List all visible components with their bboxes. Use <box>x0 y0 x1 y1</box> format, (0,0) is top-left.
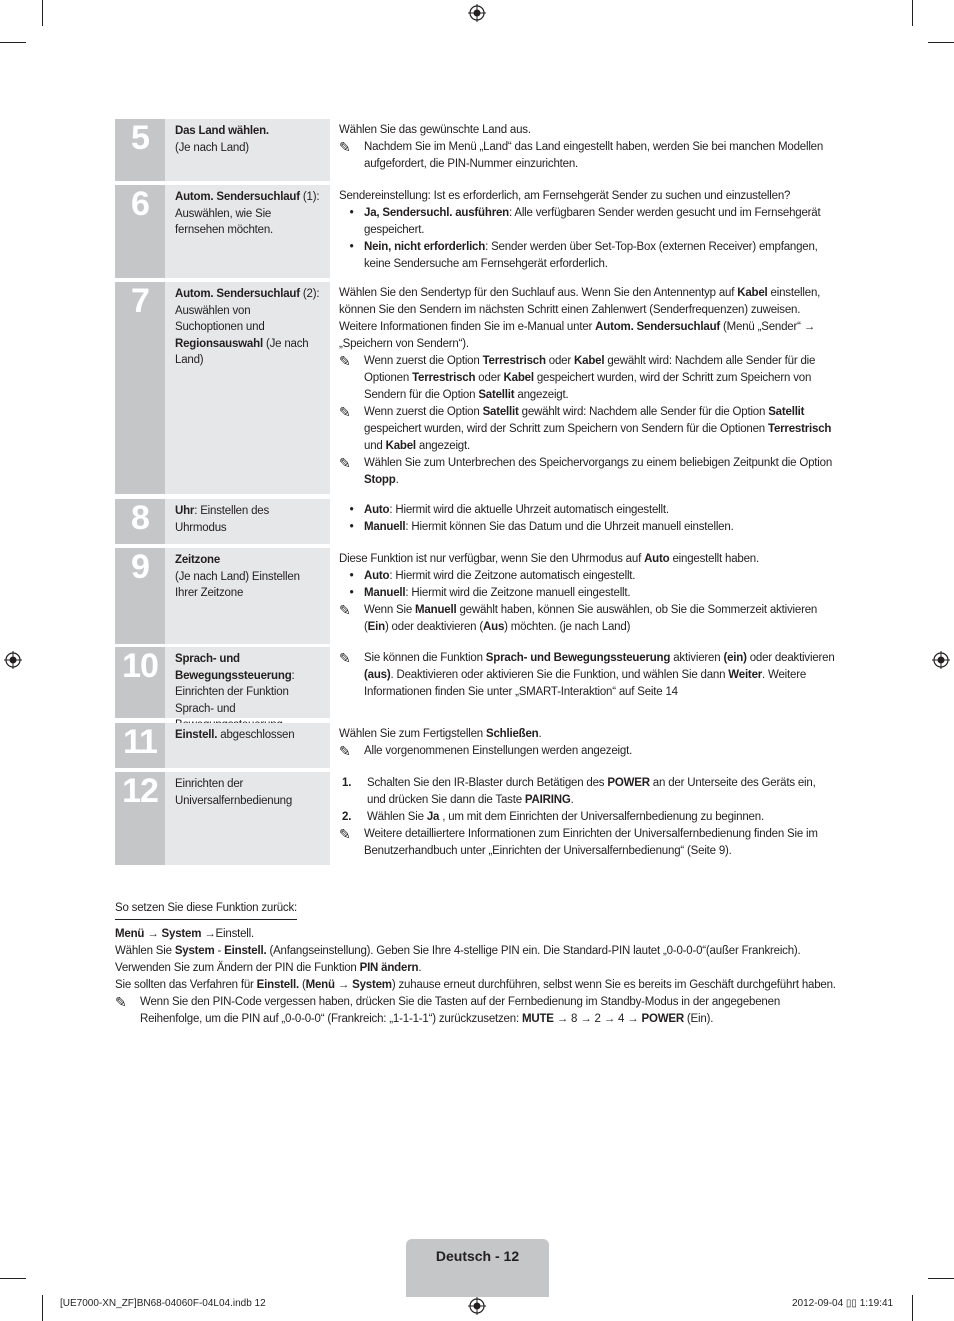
crop-mark <box>0 42 26 43</box>
item-text <box>367 809 836 826</box>
bold-text: Terrestrisch <box>767 423 832 435</box>
bullet-item <box>339 205 836 239</box>
bold-text: Auto <box>364 570 390 582</box>
note-item <box>339 650 836 701</box>
page-label: Deutsch - 12 <box>435 1248 520 1264</box>
step-number-cell: 6 <box>115 185 165 278</box>
text: eingestellt haben. <box>669 553 760 565</box>
text: : Hiermit wird die Zeitzone manuell eingestellt. <box>405 587 631 599</box>
text: Sendereinstellung: Ist es erforderlich, am Fernsehgerät Sender zu suchen und einzustellen? <box>339 190 791 202</box>
bold-text: Einstell. <box>175 729 218 741</box>
bold-text: Aus <box>483 621 505 633</box>
text: Wählen Sie das gewünschte Land aus. <box>339 124 531 136</box>
reset-section <box>115 900 840 1028</box>
step-label-cell <box>165 282 330 494</box>
step-number-cell: 9 <box>115 548 165 644</box>
numbered-item <box>339 809 836 826</box>
bold-text: Schließen <box>485 728 539 740</box>
text: gewählt wird: Nachdem alle Sender für die Optionen <box>364 355 816 384</box>
registration-mark-icon <box>468 1297 486 1315</box>
text: (Menü „Sender“ → „Speichern von Sendern“). <box>339 321 816 350</box>
bold-text: Autom. Sendersuchlauf <box>175 288 300 300</box>
bold-text: Menü <box>305 979 335 991</box>
text: Wählen Sie den Sendertyp für den Suchlauf aus. Wenn Sie den Antennentyp auf <box>339 287 738 299</box>
bold-text: POWER <box>607 777 650 789</box>
note-pencil-icon: ✎ <box>115 994 127 1010</box>
text: → 8 → 2 → 4 → <box>553 1013 642 1025</box>
text: und <box>364 440 386 452</box>
note-pencil-icon: ✎ <box>339 139 351 155</box>
text: ( <box>298 979 306 991</box>
text: : Einstellen des Uhrmodus <box>175 505 270 534</box>
item-text <box>364 743 836 760</box>
text: angezeigt. <box>415 440 470 452</box>
text: Wenn Sie den PIN-Code vergessen haben, drücken Sie die Tasten auf der Fernbedienung im Standby-Modus in der angegebenen Reihenfolge, um die PIN auf „0-0-0-0“ (Frankreich: „1-1-1-1“) zurückzusetzen: <box>140 996 781 1025</box>
text: . Weitere Informationen finden Sie unter „SMART-Interaktion“ auf Seite 14 <box>364 669 807 698</box>
page-number-tab <box>406 1239 549 1297</box>
step-row <box>115 282 836 494</box>
bullet-icon: • <box>349 587 354 599</box>
step-description <box>339 185 836 278</box>
text-line <box>339 122 836 139</box>
text: : Alle verfügbaren Sender werden gesucht und im Fernsehgerät gespeichert. <box>364 207 821 236</box>
print-date: 2012-09-04 ▯▯ 1:19:41 <box>792 1298 894 1309</box>
text: Wählen Sie <box>115 945 175 957</box>
bullet-icon: • <box>349 504 354 516</box>
text: ) möchten. (je nach Land) <box>504 621 631 633</box>
step-row <box>115 723 836 768</box>
step-number-cell: 10 <box>115 647 165 718</box>
text: gespeichert wurden, wird der Schritt zum Speichern von Sendern für die Optionen <box>364 423 768 435</box>
step-label-cell <box>165 548 330 644</box>
step-number: 2. <box>342 811 352 823</box>
text: (Ein). <box>683 1013 714 1025</box>
registration-mark-icon <box>932 651 950 669</box>
item-text <box>364 353 836 404</box>
item-text <box>364 602 836 636</box>
text: : Hiermit wird die Zeitzone automatisch eingestellt. <box>389 570 636 582</box>
text-line <box>339 726 836 743</box>
text-line <box>339 551 836 568</box>
step-row <box>115 647 836 718</box>
text: an der Unterseite des Geräts ein, und drücken Sie dann die Taste <box>367 777 816 806</box>
text: →Einstell. <box>201 928 255 940</box>
text: Wenn zuerst die Option <box>364 355 483 367</box>
text: (Anfangseinstellung). Geben Sie Ihre 4-stellige PIN ein. Die Standard-PIN lautet „0-0-0-0“(außer Frankreich). Verwenden Sie zum Ändern der PIN die Funktion <box>115 945 801 974</box>
text: Nachdem Sie im Menü „Land“ das Land eingestellt haben, werden Sie bei manchen Modellen aufgefordert, die PIN-Nummer einzurichten. <box>364 141 824 170</box>
text: Wählen Sie <box>367 811 427 823</box>
crop-mark <box>42 0 43 26</box>
bold-text: PAIRING <box>524 794 571 806</box>
text: oder <box>545 355 575 367</box>
text: Schalten Sie den IR-Blaster durch Betätigen des <box>367 777 608 789</box>
text: → <box>144 928 162 940</box>
bold-text: PIN ändern <box>359 962 419 974</box>
step-row <box>115 119 836 181</box>
step-description <box>339 647 836 718</box>
file-name: [UE7000-XN_ZF]BN68-04060F-04L04.indb 12 <box>60 1298 266 1309</box>
note-pencil-icon: ✎ <box>339 602 351 618</box>
bold-text: Das Land wählen. <box>175 125 269 137</box>
bold-text: Auto <box>364 504 390 516</box>
step-row <box>115 185 836 278</box>
bold-text: Autom. Sendersuchlauf <box>175 191 300 203</box>
bold-text: Terrestrisch <box>412 372 476 384</box>
bold-text: Satellit <box>478 389 515 401</box>
bold-text: Uhr <box>175 505 195 517</box>
step-label-cell <box>165 647 330 718</box>
reset-instructions <box>115 926 840 1028</box>
step-number-cell: 5 <box>115 119 165 181</box>
registration-mark-icon <box>468 4 486 22</box>
text: Wählen Sie zum Fertigstellen <box>339 728 486 740</box>
text: ) oder deaktivieren ( <box>384 621 484 633</box>
step-label-cell <box>165 723 330 768</box>
note-pencil-icon: ✎ <box>339 404 351 420</box>
item-text <box>140 994 840 1028</box>
bold-text: POWER <box>641 1013 684 1025</box>
text: . <box>395 474 399 486</box>
text: oder <box>475 372 504 384</box>
bullet-item <box>339 568 836 585</box>
bold-text: System <box>161 928 202 940</box>
note-pencil-icon: ✎ <box>339 650 351 666</box>
bold-text: Kabel <box>574 355 605 367</box>
step-description <box>339 772 836 865</box>
bold-text: Kabel <box>385 440 416 452</box>
step-row <box>115 499 836 544</box>
text: : Hiermit wird die aktuelle Uhrzeit automatisch eingestellt. <box>389 504 669 516</box>
bold-text: System <box>352 979 392 991</box>
bold-text: Satellit <box>768 406 805 418</box>
text: Wenn zuerst die Option <box>364 406 483 418</box>
note-item <box>339 602 836 636</box>
text-line <box>339 188 836 205</box>
bullet-icon: • <box>349 521 354 533</box>
bold-text: Menü <box>115 928 145 940</box>
bold-text: Sprach- und Bewegungssteuerung <box>485 652 671 664</box>
bold-text: (ein) <box>723 652 747 664</box>
item-text <box>364 568 836 585</box>
note-pencil-icon: ✎ <box>339 743 351 759</box>
bold-text: Auto <box>644 553 670 565</box>
text: Alle vorgenommenen Einstellungen werden angezeigt. <box>364 745 633 757</box>
crop-mark <box>912 0 913 26</box>
text: gespeichert wurden, wird der Schritt zum Speichern von Sendern für die Option <box>364 372 812 401</box>
bullet-item <box>339 585 836 602</box>
text: Sie sollten das Verfahren für <box>115 979 257 991</box>
text-line <box>339 285 836 353</box>
step-number-cell: 8 <box>115 499 165 544</box>
item-text <box>364 404 836 455</box>
crop-mark <box>928 1278 954 1279</box>
registration-mark-icon <box>4 651 22 669</box>
bold-text: MUTE <box>521 1013 554 1025</box>
bold-text: Manuell <box>364 587 406 599</box>
text: angezeigt. <box>514 389 569 401</box>
bold-text: Zeitzone <box>175 554 221 566</box>
bold-text: Satellit <box>482 406 519 418</box>
bold-text: Ja <box>426 811 440 823</box>
bold-text: Kabel <box>503 372 534 384</box>
text: Wählen Sie zum Unterbrechen des Speichervorgangs zu einem beliebigen Zeitpunkt die Option <box>364 457 833 469</box>
note-item <box>339 404 836 455</box>
step-label-cell <box>165 185 330 278</box>
text: : Einrichten der Funktion Sprach- und <box>175 669 295 715</box>
bold-text: Manuell <box>364 521 406 533</box>
bold-text: Einstell. <box>224 945 267 957</box>
step-label-cell <box>165 499 330 544</box>
bold-text: Autom. Sendersuchlauf <box>595 321 721 333</box>
bold-text: Kabel <box>737 287 768 299</box>
text: → <box>334 979 353 991</box>
crop-mark <box>42 1295 43 1321</box>
step-label-cell <box>165 772 330 865</box>
text: Sie können die Funktion <box>364 652 486 664</box>
text: oder deaktivieren <box>746 652 835 664</box>
bullet-icon: • <box>349 570 354 582</box>
text: gewählt wird: Nachdem alle Sender für die Option <box>518 406 769 418</box>
text-line <box>115 977 840 994</box>
bullet-item <box>339 502 836 519</box>
step-number: 1. <box>342 777 352 789</box>
note-item <box>339 826 836 860</box>
bold-text: Sprach- und Bewegungssteuerung <box>175 653 292 682</box>
item-text <box>364 239 836 273</box>
text: einstellen, können Sie den Sendern im nächsten Schritt einen Zahlenwert (Senderfrequenzen) zuweisen. Weitere Informationen finden Sie im e-Manual unter <box>339 287 821 333</box>
item-text <box>364 455 836 489</box>
text: - <box>214 945 225 957</box>
text: : Sender werden über Set-Top-Box (externen Receiver) empfangen, keine Sendersuche am Fernsehgerät erforderlich. <box>364 241 818 270</box>
text: . <box>538 728 542 740</box>
text: . <box>570 794 574 806</box>
text: . <box>418 962 422 974</box>
step-number-cell: 12 <box>115 772 165 865</box>
step-description <box>339 548 836 644</box>
note-item <box>339 743 836 760</box>
step-row <box>115 548 836 644</box>
bullet-icon: • <box>349 207 354 219</box>
text: . Deaktivieren oder aktivieren Sie die Funktion, und wählen Sie dann <box>390 669 729 681</box>
item-text <box>364 519 836 536</box>
step-number-cell: 11 <box>115 723 165 768</box>
step-label-cell <box>165 119 330 181</box>
bold-text: System <box>174 945 215 957</box>
text: abgeschlossen <box>217 729 295 741</box>
text: gewählt haben, können Sie auswählen, ob Sie die Sommerzeit aktivieren ( <box>364 604 818 633</box>
note-pencil-icon: ✎ <box>339 826 351 842</box>
step-number-cell: 7 <box>115 282 165 494</box>
bold-text: Terrestrisch <box>482 355 546 367</box>
text: (1): Auswählen, wie Sie fernsehen möchten. <box>175 191 320 236</box>
note-item <box>115 994 840 1028</box>
reset-heading: So setzen Sie diese Funktion zurück: <box>115 900 297 920</box>
item-text <box>364 205 836 239</box>
step-description <box>339 119 836 181</box>
note-pencil-icon: ✎ <box>339 455 351 471</box>
text-line <box>115 926 840 943</box>
text: , um mit dem Einrichten der Universalfernbedienung zu beginnen. <box>439 811 764 823</box>
bold-text: Regionsauswahl <box>175 337 263 350</box>
text: Wenn Sie <box>364 604 416 616</box>
text: : Hiermit können Sie das Datum und die Uhrzeit manuell einstellen. <box>405 521 734 533</box>
bold-text: Ja, Sendersuchl. ausführen <box>364 207 509 219</box>
crop-mark <box>0 1278 26 1279</box>
text: (Je nach Land) Einstellen Ihrer Zeitzone <box>175 570 300 599</box>
bold-text: Ein <box>367 621 385 633</box>
text-line <box>115 943 840 977</box>
bullet-item <box>339 239 836 273</box>
bold-text: Nein, nicht erforderlich <box>364 241 486 253</box>
step-description <box>339 499 836 544</box>
item-text <box>364 650 836 701</box>
item-text <box>367 775 836 809</box>
item-text <box>364 139 836 173</box>
text: (2): Auswählen von Suchoptionen und <box>175 288 320 333</box>
text: Weitere detailliertere Informationen zum Einrichten der Universalfernbedienung finden Sie im Benutzerhandbuch unter „Einrichten der Universalfernbedienung“ (Seite 9). <box>364 828 818 857</box>
text: (Je nach Land) <box>175 337 309 366</box>
step-description <box>339 723 836 768</box>
note-item <box>339 353 836 404</box>
note-item <box>339 455 836 489</box>
bold-text: Stopp <box>364 474 396 486</box>
item-text <box>364 502 836 519</box>
bold-text: Manuell <box>415 604 457 616</box>
text: aktivieren <box>670 652 724 664</box>
text: (Je nach Land) <box>175 141 249 154</box>
item-text <box>364 826 836 860</box>
bullet-icon: • <box>349 241 354 253</box>
bold-text: Einstell. <box>256 979 299 991</box>
note-item <box>339 139 836 173</box>
text: Einrichten der Universalfernbedienung <box>175 778 293 807</box>
step-row <box>115 772 836 865</box>
bold-text: (aus) <box>364 669 391 681</box>
numbered-item <box>339 775 836 809</box>
crop-mark <box>912 1295 913 1321</box>
step-description <box>339 282 836 494</box>
text: ) zuhause erneut durchführen, selbst wenn Sie es bereits im Geschäft durchgeführt haben. <box>391 979 836 991</box>
item-text <box>364 585 836 602</box>
text: Diese Funktion ist nur verfügbar, wenn Sie den Uhrmodus auf <box>339 553 645 565</box>
bold-text: Weiter <box>728 669 763 681</box>
crop-mark <box>928 42 954 43</box>
note-pencil-icon: ✎ <box>339 353 351 369</box>
bullet-item <box>339 519 836 536</box>
